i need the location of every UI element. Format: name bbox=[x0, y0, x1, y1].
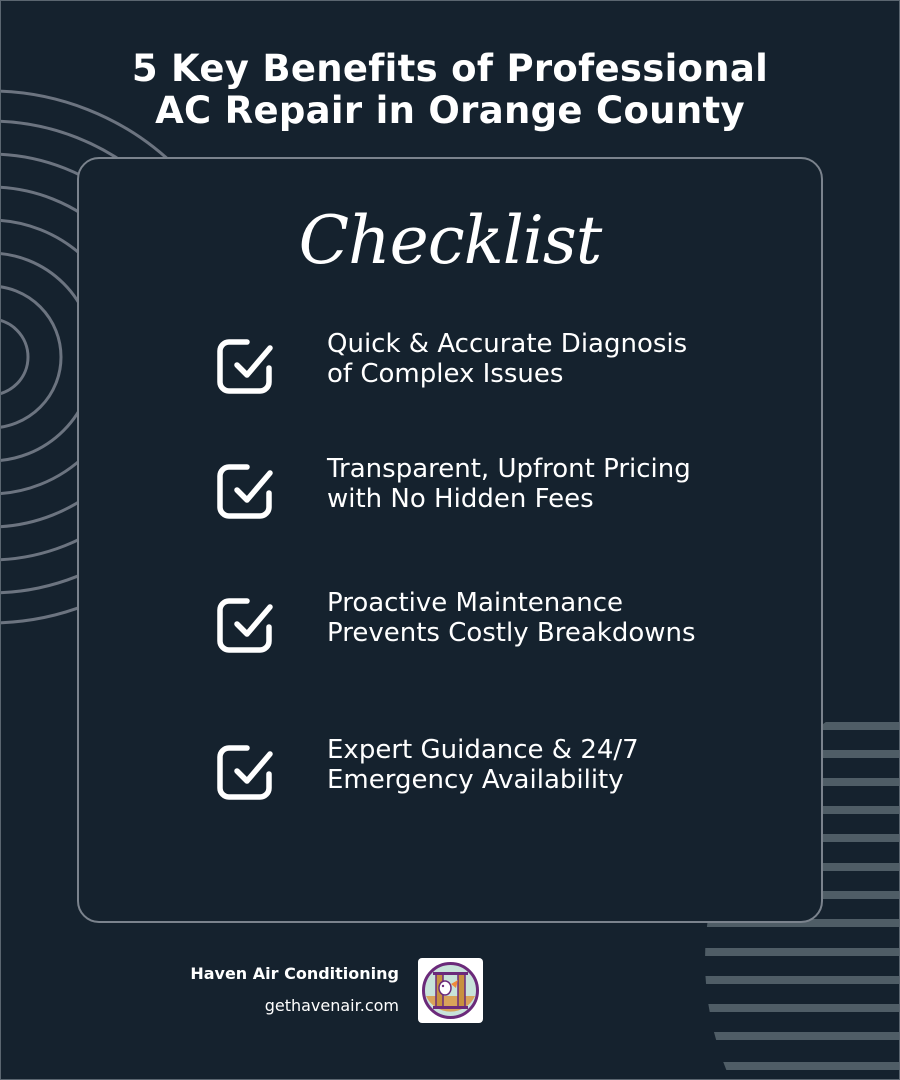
brand-logo bbox=[418, 958, 483, 1023]
checklist-item bbox=[215, 588, 775, 658]
item-line-2: with No Hidden Fees bbox=[327, 484, 594, 514]
checkbox-checked-icon bbox=[215, 335, 277, 397]
page-title bbox=[0, 48, 900, 132]
brand-url[interactable]: gethavenair.com bbox=[264, 996, 399, 1015]
checkbox-checked-icon bbox=[215, 460, 277, 522]
checklist-item-text bbox=[327, 329, 687, 389]
checklist-item-text bbox=[327, 454, 691, 514]
haven-air-logo-icon bbox=[418, 958, 483, 1023]
checkbox-checked-icon bbox=[215, 594, 277, 656]
item-line-1: Transparent, Upfront Pricing bbox=[327, 454, 691, 484]
title-line-2: AC Repair in Orange County bbox=[155, 89, 745, 132]
checkbox-checked-icon bbox=[215, 741, 277, 803]
checklist-item bbox=[215, 329, 775, 399]
checklist-item bbox=[215, 735, 775, 805]
item-line-1: Proactive Maintenance bbox=[327, 588, 623, 618]
item-line-2: Prevents Costly Breakdowns bbox=[327, 618, 696, 648]
item-line-2: of Complex Issues bbox=[327, 359, 564, 389]
checklist-card bbox=[77, 157, 823, 923]
item-line-1: Quick & Accurate Diagnosis bbox=[327, 329, 688, 359]
checklist-item bbox=[215, 454, 775, 524]
brand-name: Haven Air Conditioning bbox=[190, 964, 399, 983]
checklist-heading: Checklist bbox=[298, 202, 602, 279]
item-line-1: Expert Guidance & 24/7 bbox=[327, 735, 639, 765]
item-line-2: Emergency Availability bbox=[327, 765, 624, 795]
title-line-1: 5 Key Benefits of Professional bbox=[131, 47, 769, 90]
checklist-item-text bbox=[327, 735, 639, 795]
checklist-item-text bbox=[327, 588, 696, 648]
